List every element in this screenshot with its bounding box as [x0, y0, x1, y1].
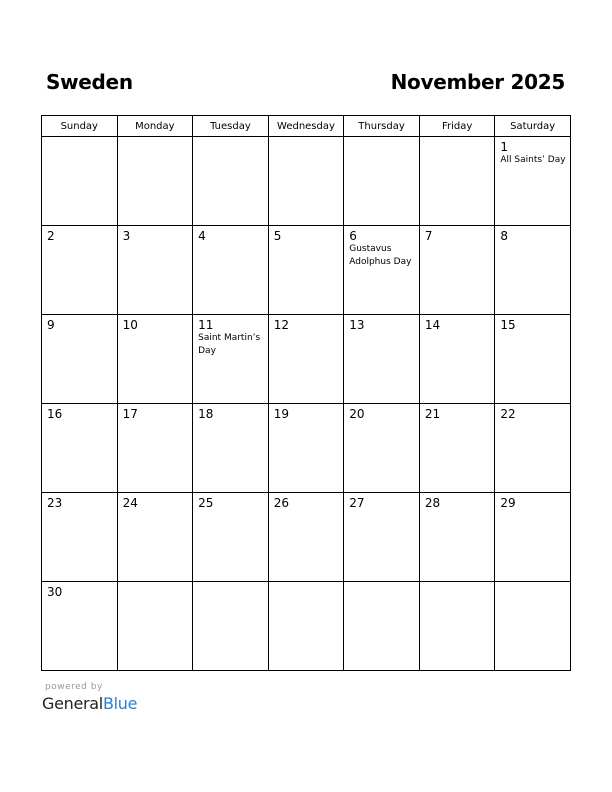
day-number: 9 [47, 318, 55, 332]
day-number: 16 [47, 407, 63, 421]
day-cell [344, 493, 420, 582]
weekday-header-row [42, 116, 571, 137]
day-cell [419, 315, 495, 404]
day-cell [268, 226, 344, 315]
day-cell [193, 226, 269, 315]
day-number: 28 [424, 496, 441, 510]
day-cell [344, 582, 420, 671]
day-number: 5 [273, 229, 282, 243]
day-cell [344, 404, 420, 493]
day-cell [495, 404, 571, 493]
day-number: 21 [424, 407, 441, 421]
day-number: 25 [198, 496, 214, 510]
weekday-tuesday: Tuesday [193, 116, 269, 137]
day-number: 2 [47, 229, 55, 243]
day-number: 23 [47, 496, 63, 510]
day-cell [268, 582, 344, 671]
day-cell [344, 315, 420, 404]
calendar-grid [41, 115, 571, 671]
week-row [42, 315, 571, 404]
day-number: 30 [47, 585, 63, 599]
holiday-label: Saint Martin’s Day [198, 333, 261, 356]
brand-general-text: General [42, 694, 103, 713]
holiday-label: All Saints’ Day [500, 155, 566, 165]
day-number: 19 [273, 407, 289, 421]
day-cell [268, 137, 344, 226]
day-cell [193, 582, 269, 671]
day-number: 10 [122, 318, 138, 332]
day-cell [419, 493, 495, 582]
day-cell [495, 582, 571, 671]
week-row [42, 582, 571, 671]
day-cell [42, 404, 118, 493]
week-row [42, 226, 571, 315]
day-cell [495, 493, 571, 582]
weekday-sunday: Sunday [42, 116, 118, 137]
day-cell [42, 582, 118, 671]
generalblue-logo [42, 694, 137, 713]
day-number: 26 [273, 496, 289, 510]
day-cell [193, 493, 269, 582]
day-number: 1 [500, 140, 509, 154]
day-cell [419, 582, 495, 671]
day-cell [344, 137, 420, 226]
weekday-monday: Monday [117, 116, 193, 137]
weekday-saturday: Saturday [495, 116, 571, 137]
day-cell [193, 315, 269, 404]
day-cell [495, 315, 571, 404]
day-number: 3 [122, 229, 131, 243]
weekday-friday: Friday [419, 116, 495, 137]
day-number: 12 [273, 318, 289, 332]
day-cell [42, 493, 118, 582]
week-row [42, 493, 571, 582]
day-cell [268, 404, 344, 493]
day-cell [117, 493, 193, 582]
country-title: Sweden [46, 70, 133, 94]
day-cell [117, 404, 193, 493]
month-year-title: November 2025 [390, 70, 565, 94]
day-number: 15 [500, 318, 516, 332]
day-cell [42, 315, 118, 404]
day-number: 14 [424, 318, 441, 332]
week-row [42, 404, 571, 493]
day-cell [344, 226, 420, 315]
day-number: 22 [500, 407, 516, 421]
day-number: 29 [500, 496, 516, 510]
week-row [42, 137, 571, 226]
day-cell [193, 404, 269, 493]
day-cell [117, 137, 193, 226]
day-cell [419, 137, 495, 226]
day-number: 7 [424, 229, 433, 243]
day-cell [42, 226, 118, 315]
weekday-thursday: Thursday [344, 116, 420, 137]
day-cell [193, 137, 269, 226]
day-number: 27 [349, 496, 365, 510]
holiday-label: Gustavus Adolphus Day [349, 244, 412, 267]
day-number: 20 [349, 407, 365, 421]
calendar-weeks [42, 137, 571, 671]
day-cell [268, 315, 344, 404]
day-cell [495, 137, 571, 226]
day-cell [117, 582, 193, 671]
day-number: 4 [198, 229, 206, 243]
brand-blue-text: Blue [102, 694, 138, 713]
day-cell [419, 404, 495, 493]
day-number: 17 [122, 407, 138, 421]
day-number: 8 [500, 229, 509, 243]
day-cell [419, 226, 495, 315]
day-number: 11 [198, 318, 214, 332]
day-number: 13 [349, 318, 365, 332]
day-cell [117, 315, 193, 404]
powered-by-text: powered by [45, 682, 103, 692]
day-cell [117, 226, 193, 315]
weekday-wednesday: Wednesday [268, 116, 344, 137]
day-number: 6 [349, 229, 357, 243]
day-cell [42, 137, 118, 226]
day-cell [495, 226, 571, 315]
day-cell [268, 493, 344, 582]
day-number: 24 [122, 496, 138, 510]
day-number: 18 [198, 407, 214, 421]
